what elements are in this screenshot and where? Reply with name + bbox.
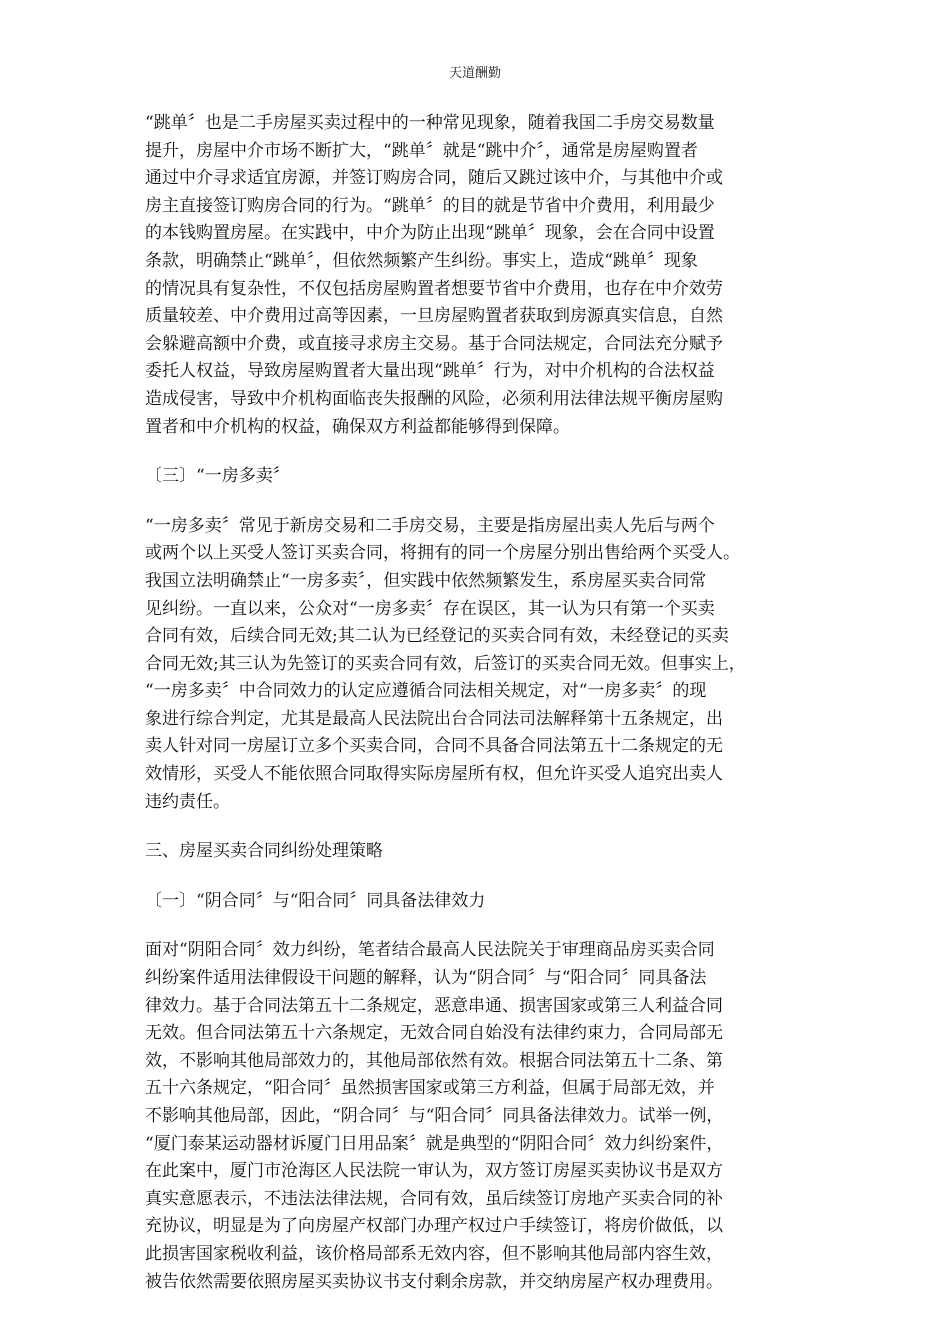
section-heading-yinyang: 〔一〕“阴合同〞与“阳合同〞同具备法律效力 <box>145 890 486 911</box>
text-line: 面对“阴阳合同〞效力纠纷，笔者结合最高人民法院关于审理商品房买卖合同 <box>145 940 715 961</box>
text-line: 被告依然需要依照房屋买卖协议书支付剩余房款，并交纳房屋产权办理费用。 <box>145 1271 723 1292</box>
text-line: “一房多卖〞常见于新房交易和二手房交易，主要是指房屋出卖人先后与两个 <box>145 515 715 536</box>
text-line: 会躲避高额中介费，或直接寻求房主交易。基于合同法规定，合同法充分赋予 <box>145 333 723 354</box>
text-line: “跳单〞也是二手房屋买卖过程中的一种常见现象，随着我国二手房交易数量 <box>145 113 715 133</box>
text-line: 造成侵害，导致中介机构面临丧失报酬的风险，必须利用法律法规平衡房屋购 <box>145 388 723 409</box>
text-line: 的情况具有复杂性，不仅包括房屋购置者想要节省中介费用，也存在中介效劳 <box>145 278 723 299</box>
section-heading-strategy: 三、房屋买卖合同纠纷处理策略 <box>145 841 383 862</box>
text-line: 效，不影响其他局部效力的，其他局部依然有效。根据合同法第五十二条、第 <box>145 1050 723 1071</box>
text-line: “一房多卖〞中合同效力的认定应遵循合同法相关规定，对“一房多卖〞的现 <box>145 681 707 702</box>
text-line: 律效力。基于合同法第五十二条规定，恶意串通、损害国家或第三人利益合同 <box>145 995 723 1016</box>
text-line: 五十六条规定，“阳合同〞虽然损害国家或第三方利益，但属于局部无效，并 <box>145 1078 715 1099</box>
paragraph-tiaodan <box>145 110 810 441</box>
page-header: 天道酬勤 <box>448 66 501 81</box>
text-line: 合同有效，后续合同无效;其二认为已经登记的买卖合同有效，未经登记的买卖 <box>145 626 729 647</box>
text-line: 通过中介寻求适宜房源，并签订购房合同，随后又跳过该中介，与其他中介或 <box>145 168 723 189</box>
paragraph-yifangduomai <box>145 513 810 817</box>
text-line: 效情形，买受人不能依照合同取得实际房屋所有权，但允许买受人追究出卖人 <box>145 764 723 785</box>
text-line: 见纠纷。一直以来，公众对“一房多卖〞存在误区，其一认为只有第一个买卖 <box>145 598 715 619</box>
text-line: 条款，明确禁止“跳单〞，但依然频繁产生纠纷。事实上，造成“跳单〞现象 <box>145 250 698 271</box>
text-line: 充协议，明显是为了向房屋产权部门办理产权过户手续签订，将房价做低，以 <box>145 1216 723 1237</box>
text-line: 置者和中介机构的权益，确保双方利益都能够得到保障。 <box>145 416 570 437</box>
text-line: 象进行综合判定，尤其是最高人民法院出台合同法司法解释第十五条规定，出 <box>145 708 723 729</box>
text-line: 房主直接签订购房合同的行为。“跳单〞的目的就是节省中介费用，利用最少 <box>145 195 715 216</box>
text-line: “厦门泰某运动器材诉厦门日用品案〞就是典型的“阴阳合同〞效力纠纷案件， <box>145 1133 724 1154</box>
text-line: 提升，房屋中介市场不断扩大，“跳单〞就是“跳中介〞，通常是房屋购置者 <box>145 140 698 161</box>
text-line: 纠纷案件适用法律假设干问题的解释，认为“阴合同〞与“阳合同〞同具备法 <box>145 968 707 989</box>
text-line: 此损害国家税收利益，该价格局部系无效内容，但不影响其他局部内容生效， <box>145 1243 723 1264</box>
text-line: 违约责任。 <box>145 791 230 812</box>
paragraph-yinyang <box>145 937 810 1296</box>
text-line: 合同无效;其三认为先签订的买卖合同有效，后签订的买卖合同无效。但事实上， <box>145 653 746 674</box>
text-line: 的本钱购置房屋。在实践中，中介为防止出现“跳单〞现象，会在合同中设置 <box>145 223 715 244</box>
document-body <box>145 110 810 1296</box>
text-line: 在此案中，厦门市沧海区人民法院一审认为，双方签订房屋买卖协议书是双方 <box>145 1161 723 1182</box>
text-line: 质量较差、中介费用过高等因素，一旦房屋购置者获取到房源真实信息，自然 <box>145 306 723 327</box>
text-line: 我国立法明确禁止“一房多卖〞，但实践中依然频繁发生，系房屋买卖合同常 <box>145 570 707 591</box>
text-line: 卖人针对同一房屋订立多个买卖合同，合同不具备合同法第五十二条规定的无 <box>145 736 723 757</box>
text-line: 委托人权益，导致房屋购置者大量出现“跳单〞行为，对中介机构的合法权益 <box>145 361 715 382</box>
section-heading-yifangduomai: 〔三〕“一房多卖〞 <box>145 466 290 487</box>
text-line: 无效。但合同法第五十六条规定，无效合同自始没有法律约束力，合同局部无 <box>145 1023 723 1044</box>
text-line: 不影响其他局部，因此，“阴合同〞与“阳合同〞同具备法律效力。试举一例， <box>145 1106 724 1126</box>
text-line: 或两个以上买受人签订买卖合同，将拥有的同一个房屋分别出售给两个买受人。 <box>145 543 740 564</box>
text-line: 真实意愿表示，不违法法律法规，合同有效，虽后续签订房地产买卖合同的补 <box>145 1188 723 1209</box>
